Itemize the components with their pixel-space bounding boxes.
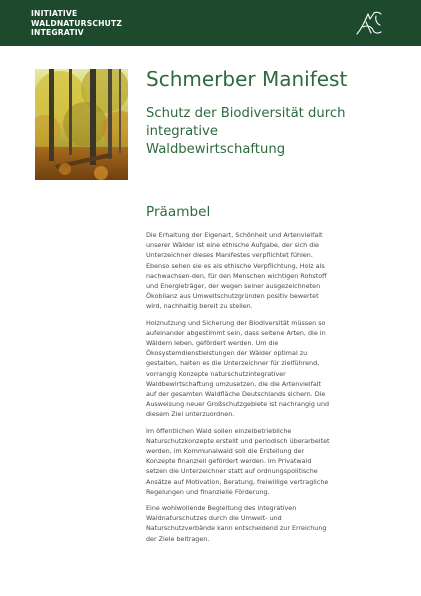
autumn-forest-photo bbox=[35, 69, 128, 180]
text-line: vorrangig Konzepte naturschutzintegrativer bbox=[146, 369, 286, 378]
stylized-bird-logo-icon bbox=[354, 7, 384, 39]
text-line: Ökosystemdienstleistungen der Wälder optimal zu bbox=[146, 349, 308, 358]
body-paragraph bbox=[146, 503, 394, 544]
text-line: Naturschutzkonzepte erstellt und periodisch überarbeitet bbox=[146, 436, 330, 445]
subtitle-line: Waldbewirtschaftung bbox=[146, 142, 286, 157]
org-line: INITIATIVE bbox=[31, 9, 78, 18]
text-line: der Ziele beitragen. bbox=[146, 534, 210, 543]
text-line: Waldnaturschutzes durch die Umwelt- und bbox=[146, 514, 282, 523]
text-line: Ansätze auf Motivation, Beratung, freiwillige vertragliche bbox=[146, 477, 329, 486]
text-line: und Energieträger, der wegen seiner ausgezeichneten bbox=[146, 282, 321, 291]
text-line: diesem Ziel unterzuordnen. bbox=[146, 410, 235, 419]
text-line: Ausweisung neuer Großschutzgebiete ist nachrangig und bbox=[146, 400, 330, 409]
text-line: aufeinander abgestimmt sein, dass seltene Arten, die in bbox=[146, 328, 326, 337]
text-line: Im öffentlichen Wald sollen einzelbetriebliche bbox=[146, 426, 292, 435]
subtitle-line: integrative bbox=[146, 124, 218, 139]
org-line: INTEGRATIV bbox=[31, 28, 84, 38]
text-line: Die Erhaltung der Eigenart, Schönheit und Artenvielfalt bbox=[146, 231, 323, 239]
text-line: Ebenso sehen sie es als ethische Verpflichtung, Holz als bbox=[146, 261, 325, 270]
body-paragraph bbox=[146, 318, 394, 420]
text-line: setzen die Unterzeichner statt auf ordnungspolitische bbox=[146, 467, 318, 476]
org-line: WALDNATURSCHUTZ bbox=[31, 18, 123, 28]
text-line: auf der gesamten Waldfläche Deutschlands sichern. Die bbox=[146, 390, 326, 399]
text-line: Holznutzung und Sicherung der Biodiversität müssen so bbox=[146, 318, 326, 327]
text-line: Eine wohlwollende Begleitung des integrativen bbox=[146, 504, 297, 513]
text-line: werden, im Kommunalwald soll die Erstellung der bbox=[146, 447, 305, 456]
text-line: Wäldern leben, gefördert werden. Um die bbox=[146, 339, 279, 348]
text-line: Regelungen und finanzielle Förderung. bbox=[146, 487, 270, 496]
text-line: Naturschutzverbände kann entscheidend zur Erreichung bbox=[146, 524, 327, 533]
body-paragraph bbox=[146, 230, 394, 312]
subtitle-line: Schutz der Biodiversität durch bbox=[146, 106, 346, 121]
text-line: unserer Wälder ist eine ethische Aufgabe, der sich die bbox=[146, 241, 319, 250]
document-subtitle bbox=[146, 105, 396, 159]
body-text bbox=[146, 230, 394, 550]
text-line: wird, nachhaltig bereit zu stellen. bbox=[146, 302, 253, 311]
section-heading-praeambel: Präambel bbox=[146, 204, 211, 220]
text-line: nachwachsen-den, für den Menschen wichtigen Rohstoff bbox=[146, 271, 327, 280]
text-line: Ökobilanz aus Umweltschutzgründen positiv bewertet bbox=[146, 292, 319, 301]
text-line: gestalten, halten es die Unterzeichner für zielführend, bbox=[146, 359, 320, 368]
text-line: Waldbewirtschaftung umzusetzen, die die Artenvielfalt bbox=[146, 379, 322, 388]
text-line: Konzepte finanziell gefördert werden. Im Privatwald bbox=[146, 457, 312, 466]
header-bar bbox=[0, 0, 421, 46]
body-paragraph bbox=[146, 426, 394, 497]
organization-name bbox=[31, 9, 122, 38]
text-line: Unterzeichner dieses Manifestes verpflichtet fühlen. bbox=[146, 251, 313, 260]
document-title: Schmerber Manifest bbox=[146, 67, 348, 91]
